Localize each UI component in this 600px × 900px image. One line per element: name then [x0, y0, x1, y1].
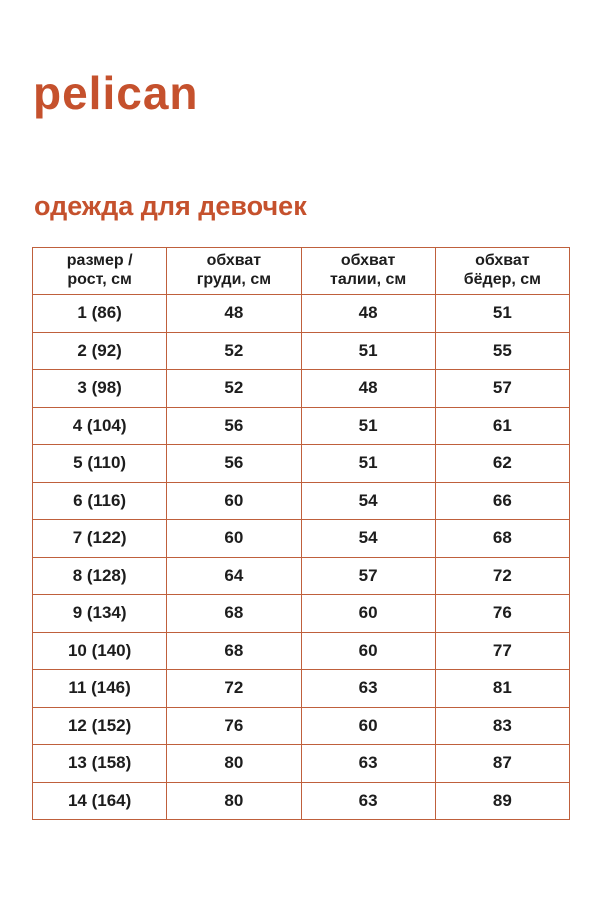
- table-cell: 6 (116): [33, 482, 167, 520]
- table-cell: 63: [301, 670, 435, 708]
- table-cell: 60: [167, 520, 301, 558]
- table-cell: 9 (134): [33, 595, 167, 633]
- table-cell: 51: [435, 295, 569, 333]
- table-cell: 54: [301, 482, 435, 520]
- table-row: [33, 745, 570, 783]
- table-cell: 64: [167, 557, 301, 595]
- table-row: [33, 370, 570, 408]
- table-row: [33, 707, 570, 745]
- table-cell: 63: [301, 745, 435, 783]
- table-cell: 66: [435, 482, 569, 520]
- table-cell: 8 (128): [33, 557, 167, 595]
- size-table: [32, 247, 570, 820]
- page-title: одежда для девочек: [34, 191, 307, 221]
- table-cell: 7 (122): [33, 520, 167, 558]
- table-cell: 48: [301, 295, 435, 333]
- table-cell: 60: [301, 632, 435, 670]
- table-cell: 11 (146): [33, 670, 167, 708]
- table-cell: 76: [167, 707, 301, 745]
- table-cell: 56: [167, 445, 301, 483]
- table-cell: 13 (158): [33, 745, 167, 783]
- table-row: [33, 595, 570, 633]
- table-cell: 2 (92): [33, 332, 167, 370]
- table-cell: 72: [167, 670, 301, 708]
- size-table-head: [33, 248, 570, 295]
- table-cell: 51: [301, 332, 435, 370]
- table-row: [33, 782, 570, 820]
- table-cell: 61: [435, 407, 569, 445]
- pelican-logo: pelican: [33, 67, 199, 119]
- table-cell: 60: [301, 707, 435, 745]
- table-cell: 60: [301, 595, 435, 633]
- table-cell: 48: [167, 295, 301, 333]
- table-row: [33, 520, 570, 558]
- table-cell: 83: [435, 707, 569, 745]
- table-cell: 57: [435, 370, 569, 408]
- table-cell: 77: [435, 632, 569, 670]
- table-cell: 48: [301, 370, 435, 408]
- table-cell: 63: [301, 782, 435, 820]
- table-cell: 56: [167, 407, 301, 445]
- table-cell: 87: [435, 745, 569, 783]
- table-cell: 68: [167, 632, 301, 670]
- table-cell: 55: [435, 332, 569, 370]
- table-cell: 1 (86): [33, 295, 167, 333]
- table-cell: 5 (110): [33, 445, 167, 483]
- table-cell: 81: [435, 670, 569, 708]
- table-cell: 57: [301, 557, 435, 595]
- header-row: [33, 248, 570, 295]
- column-header: обхват груди, см: [167, 248, 301, 295]
- column-header: обхват талии, см: [301, 248, 435, 295]
- table-cell: 54: [301, 520, 435, 558]
- table-cell: 3 (98): [33, 370, 167, 408]
- table-cell: 80: [167, 782, 301, 820]
- table-cell: 60: [167, 482, 301, 520]
- table-row: [33, 670, 570, 708]
- size-table-body: [33, 295, 570, 820]
- table-row: [33, 407, 570, 445]
- table-cell: 68: [167, 595, 301, 633]
- table-cell: 89: [435, 782, 569, 820]
- table-cell: 62: [435, 445, 569, 483]
- column-header: обхват бёдер, см: [435, 248, 569, 295]
- table-cell: 12 (152): [33, 707, 167, 745]
- table-cell: 72: [435, 557, 569, 595]
- table-row: [33, 332, 570, 370]
- table-row: [33, 295, 570, 333]
- table-cell: 52: [167, 370, 301, 408]
- table-cell: 14 (164): [33, 782, 167, 820]
- table-cell: 76: [435, 595, 569, 633]
- table-cell: 52: [167, 332, 301, 370]
- table-cell: 68: [435, 520, 569, 558]
- table-row: [33, 445, 570, 483]
- table-cell: 10 (140): [33, 632, 167, 670]
- table-cell: 51: [301, 445, 435, 483]
- column-header: размер / рост, см: [33, 248, 167, 295]
- table-cell: 4 (104): [33, 407, 167, 445]
- table-row: [33, 482, 570, 520]
- table-row: [33, 632, 570, 670]
- table-cell: 80: [167, 745, 301, 783]
- table-row: [33, 557, 570, 595]
- table-cell: 51: [301, 407, 435, 445]
